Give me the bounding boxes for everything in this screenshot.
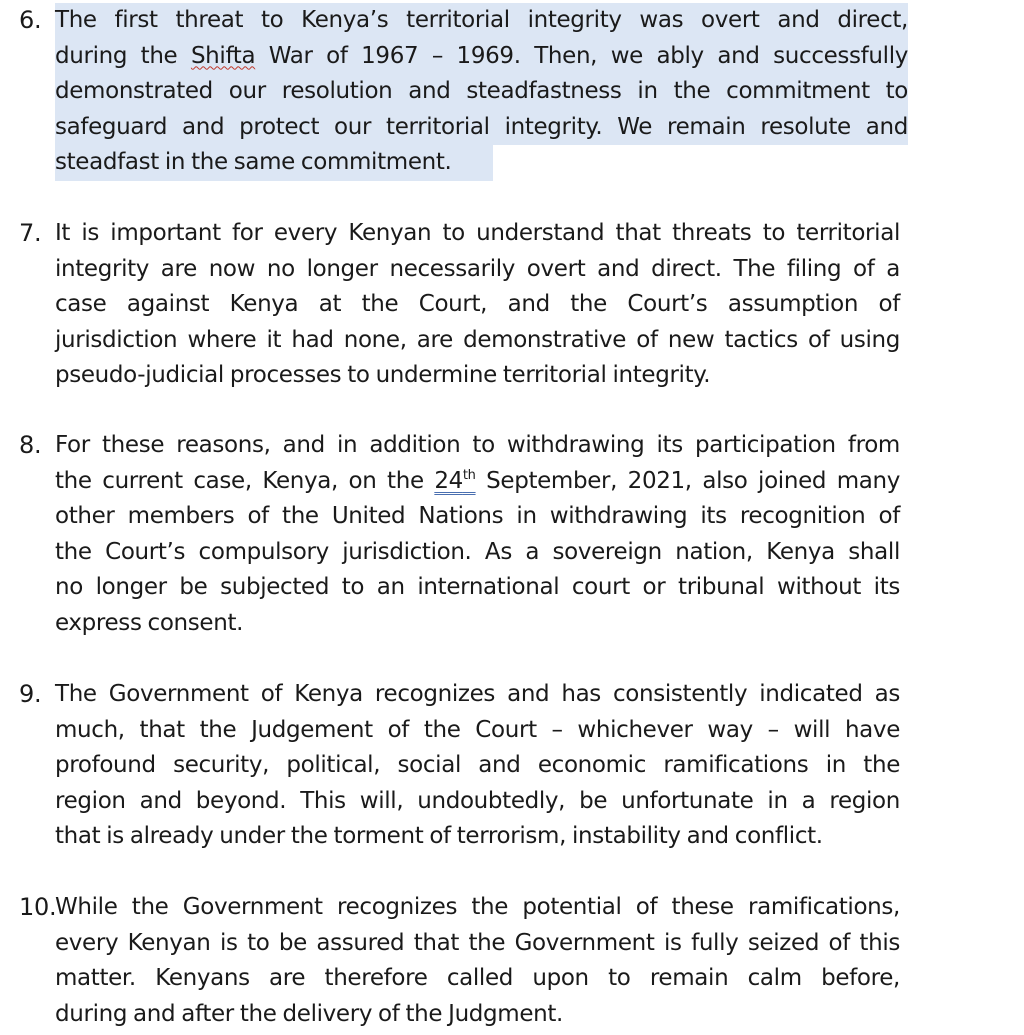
paragraph-number: 7. — [19, 219, 42, 247]
text-line: jurisdiction where it had none, are demonstrative of new tactics of using — [55, 326, 900, 353]
text-line: matter. Kenyans are therefore called upon to remain calm before, — [55, 965, 900, 991]
text-line: the current case, Kenya, on the 24th September, 2021, also joined many — [55, 467, 900, 494]
text-line: during the Shifta War of 1967 – 1969. Then, we ably and successfully — [55, 39, 908, 75]
paragraph-number: 6. — [19, 6, 42, 34]
text-line: region and beyond. This will, undoubtedly, be unfortunate in a region — [55, 787, 900, 814]
text-line: during and after the delivery of the Judgment. — [55, 1000, 564, 1027]
paragraph-text[interactable] — [55, 3, 909, 181]
text-line: that is already under the torment of terrorism, instability and conflict. — [55, 823, 823, 849]
text-line: While the Government recognizes the potential of these ramifications, — [55, 894, 900, 920]
text-line: express consent. — [55, 609, 244, 636]
paragraph-text[interactable] — [55, 216, 900, 394]
text-line: It is important for every Kenyan to understand that threats to territorial — [55, 220, 900, 246]
text-line: steadfast in the same commitment. — [55, 145, 493, 181]
paragraph-text[interactable] — [55, 677, 900, 855]
text-line: much, that the Judgement of the Court – whichever way – will have — [55, 716, 900, 743]
text-line: For these reasons, and in addition to withdrawing its participation from — [55, 432, 900, 458]
paragraph-number: 9. — [19, 680, 42, 708]
text-line: other members of the United Nations in withdrawing its recognition of — [55, 503, 900, 529]
paragraph-number: 8. — [19, 431, 42, 459]
paragraph-text[interactable] — [55, 428, 900, 641]
text-line: The Government of Kenya recognizes and has consistently indicated as — [55, 681, 900, 707]
text-line: demonstrated our resolution and steadfastness in the commitment to — [55, 74, 908, 110]
text-line: pseudo-judicial processes to undermine territorial integrity. — [55, 362, 711, 388]
text-line: integrity are now no longer necessarily overt and direct. The filing of a — [55, 255, 900, 282]
text-line: case against Kenya at the Court, and the Court’s assumption of — [55, 291, 900, 317]
text-line: every Kenyan is to be assured that the Government is fully seized of this — [55, 929, 900, 956]
text-line: The first threat to Kenya’s territorial integrity was overt and direct, — [55, 3, 908, 39]
date-day[interactable]: 24th — [434, 467, 476, 494]
text-line: profound security, political, social and economic ramifications in the — [55, 752, 900, 778]
text-line: no longer be subjected to an international court or tribunal without its — [55, 574, 900, 600]
paragraph-number: 10. — [19, 893, 57, 921]
text-line: safeguard and protect our territorial integrity. We remain resolute and — [55, 110, 908, 146]
paragraph-text[interactable] — [55, 890, 900, 1032]
spellcheck-flagged-word[interactable]: Shifta — [190, 42, 256, 69]
text-line: the Court’s compulsory jurisdiction. As a sovereign nation, Kenya shall — [55, 538, 900, 565]
